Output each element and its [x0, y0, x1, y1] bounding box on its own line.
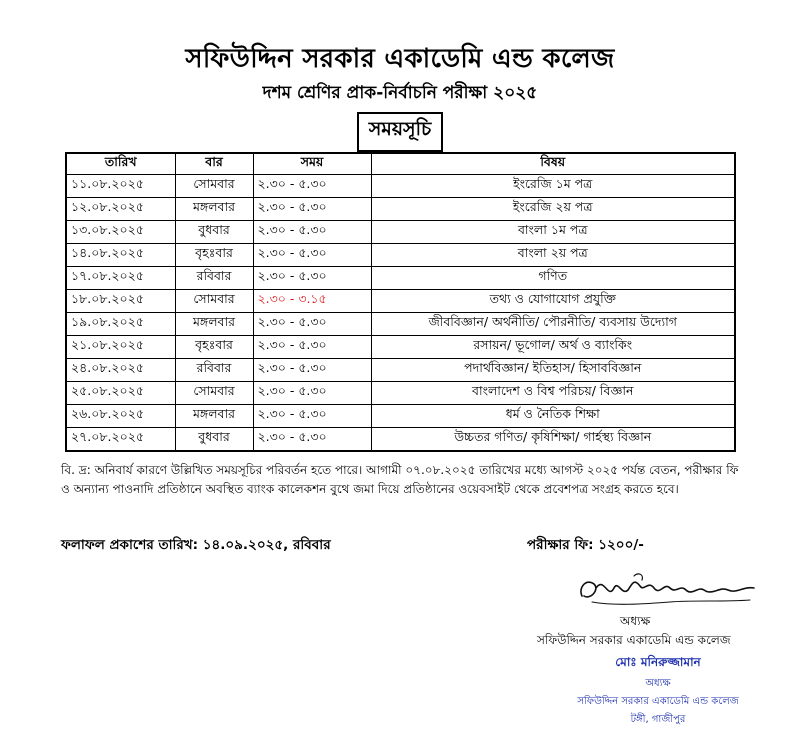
header-subject: বিষয়	[371, 153, 735, 175]
cell-time: ২.৩০ - ৫.৩০	[253, 313, 371, 336]
cell-subject: বাংলাদেশ ও বিশ্ব পরিচয়/ বিজ্ঞান	[371, 382, 735, 405]
table-row	[66, 267, 735, 290]
seal-name: মোঃ মনিরুজ্জামান	[615, 655, 701, 669]
principal-role: অধ্যক্ষ	[620, 614, 651, 628]
header-day: বার	[175, 153, 253, 175]
cell-date: ১২.০৮.২০২৫	[66, 198, 175, 221]
table-row	[66, 290, 735, 313]
cell-date: ২৪.০৮.২০২৫	[66, 359, 175, 382]
cell-subject: বাংলা ২য় পত্র	[371, 244, 735, 267]
cell-date: ২৬.০৮.২০২৫	[66, 405, 175, 428]
cell-date: ১৭.০৮.২০২৫	[66, 267, 175, 290]
cell-subject: পদার্থবিজ্ঞান/ ইতিহাস/ হিসাববিজ্ঞান	[371, 359, 735, 382]
cell-day: সোমবার	[175, 382, 253, 405]
cell-day: সোমবার	[175, 175, 253, 198]
cell-day: সোমবার	[175, 290, 253, 313]
cell-time: ২.৩০ - ৫.৩০	[253, 244, 371, 267]
table-row	[66, 382, 735, 405]
cell-subject: বাংলা ১ম পত্র	[371, 221, 735, 244]
cell-subject: ইংরেজি ২য় পত্র	[371, 198, 735, 221]
cell-subject: রসায়ন/ ভূগোল/ অর্থ ও ব্যাংকিং	[371, 336, 735, 359]
cell-date: ১৮.০৮.২০২৫	[66, 290, 175, 313]
table-row	[66, 175, 735, 198]
cell-day: রবিবার	[175, 267, 253, 290]
cell-subject: ধর্ম ও নৈতিক শিক্ষা	[371, 405, 735, 428]
notice-text: বি. দ্র: অনিবার্য কারণে উল্লিখিত সময়সূচির পরিবর্তন হতে পারে। আগামী ০৭.০৮.২০২৫ তারিখের মধ্যে আগস্ট ২০২৫ পর্যন্ত বেতন, পরীক্ষার ফি ও অন্যান্য পাওনাদি প্রতিষ্ঠানে অবস্থিত ব্যাংক কালেকশন বুথে জমা দিয়ে প্রতিষ্ঠানের ওয়েবসাইট থেকে প্রবেশপত্র সংগ্রহ করতে হবে।	[61, 463, 739, 496]
cell-time: ২.৩০ - ৫.৩০	[253, 267, 371, 290]
table-row	[66, 221, 735, 244]
table-row	[66, 405, 735, 428]
cell-time: ২.৩০ - ৫.৩০	[253, 428, 371, 452]
seal-institution: সফিউদ্দিন সরকার একাডেমি এন্ড কলেজ	[577, 696, 739, 707]
cell-time: ২.৩০ - ৫.৩০	[253, 221, 371, 244]
table-row	[66, 244, 735, 267]
exam-fee: পরীক্ষার ফি: ১২০০/-	[527, 537, 644, 553]
cell-subject: জীববিজ্ঞান/ অর্থনীতি/ পৌরনীতি/ ব্যবসায় উদ্যোগ	[371, 313, 735, 336]
cell-time: ২.৩০ - ৫.৩০	[253, 382, 371, 405]
principal-seal	[558, 654, 758, 729]
cell-day: রবিবার	[175, 359, 253, 382]
cell-day: মঙ্গলবার	[175, 313, 253, 336]
table-row	[66, 313, 735, 336]
principal-institution: সফিউদ্দিন সরকার একাডেমি এন্ড কলেজ	[537, 633, 731, 647]
seal-role: অধ্যক্ষ	[645, 678, 671, 689]
cell-time: ২.৩০ - ৫.৩০	[253, 336, 371, 359]
table-row	[66, 428, 735, 452]
cell-time: ২.৩০ - ৫.৩০	[253, 175, 371, 198]
cell-subject: ইংরেজি ১ম পত্র	[371, 175, 735, 198]
seal-location: টঙ্গী, গাজীপুর	[630, 714, 686, 725]
table-row	[66, 336, 735, 359]
cell-day: বৃহঃবার	[175, 336, 253, 359]
cell-date: ১৩.০৮.২০২৫	[66, 221, 175, 244]
cell-subject: তথ্য ও যোগাযোগ প্রযুক্তি	[371, 290, 735, 313]
schedule-table	[65, 152, 736, 452]
cell-day: মঙ্গলবার	[175, 198, 253, 221]
cell-time: ২.৩০ - ৫.৩০	[253, 198, 371, 221]
cell-date: ১১.০৮.২০২৫	[66, 175, 175, 198]
signature-image	[574, 566, 764, 614]
table-header-row	[66, 153, 735, 175]
result-date: ফলাফল প্রকাশের তারিখ: ১৪.০৯.২০২৫, রবিবার	[61, 537, 331, 553]
cell-subject: গণিত	[371, 267, 735, 290]
table-row	[66, 359, 735, 382]
cell-date: ২৭.০৮.২০২৫	[66, 428, 175, 452]
cell-date: ১৪.০৮.২০২৫	[66, 244, 175, 267]
cell-time-highlighted: ২.৩০ - ৩.১৫	[253, 290, 371, 313]
cell-subject: উচ্চতর গণিত/ কৃষিশিক্ষা/ গার্হস্থ্য বিজ্ঞান	[371, 428, 735, 452]
header-date: তারিখ	[66, 153, 175, 175]
cell-day: বুধবার	[175, 221, 253, 244]
schedule-label: সময়সূচি	[357, 112, 444, 152]
cell-day: মঙ্গলবার	[175, 405, 253, 428]
cell-time: ২.৩০ - ৫.৩০	[253, 405, 371, 428]
cell-time: ২.৩০ - ৫.৩০	[253, 359, 371, 382]
cell-date: ১৯.০৮.২০২৫	[66, 313, 175, 336]
header-time: সময়	[253, 153, 371, 175]
cell-date: ২১.০৮.২০২৫	[66, 336, 175, 359]
institution-title: সফিউদ্দিন সরকার একাডেমি এন্ড কলেজ	[185, 44, 615, 74]
cell-date: ২৫.০৮.২০২৫	[66, 382, 175, 405]
cell-day: বৃহঃবার	[175, 244, 253, 267]
exam-title: দশম শ্রেণির প্রাক-নির্বাচনি পরীক্ষা ২০২৫	[262, 83, 538, 103]
cell-day: বুধবার	[175, 428, 253, 452]
table-row	[66, 198, 735, 221]
